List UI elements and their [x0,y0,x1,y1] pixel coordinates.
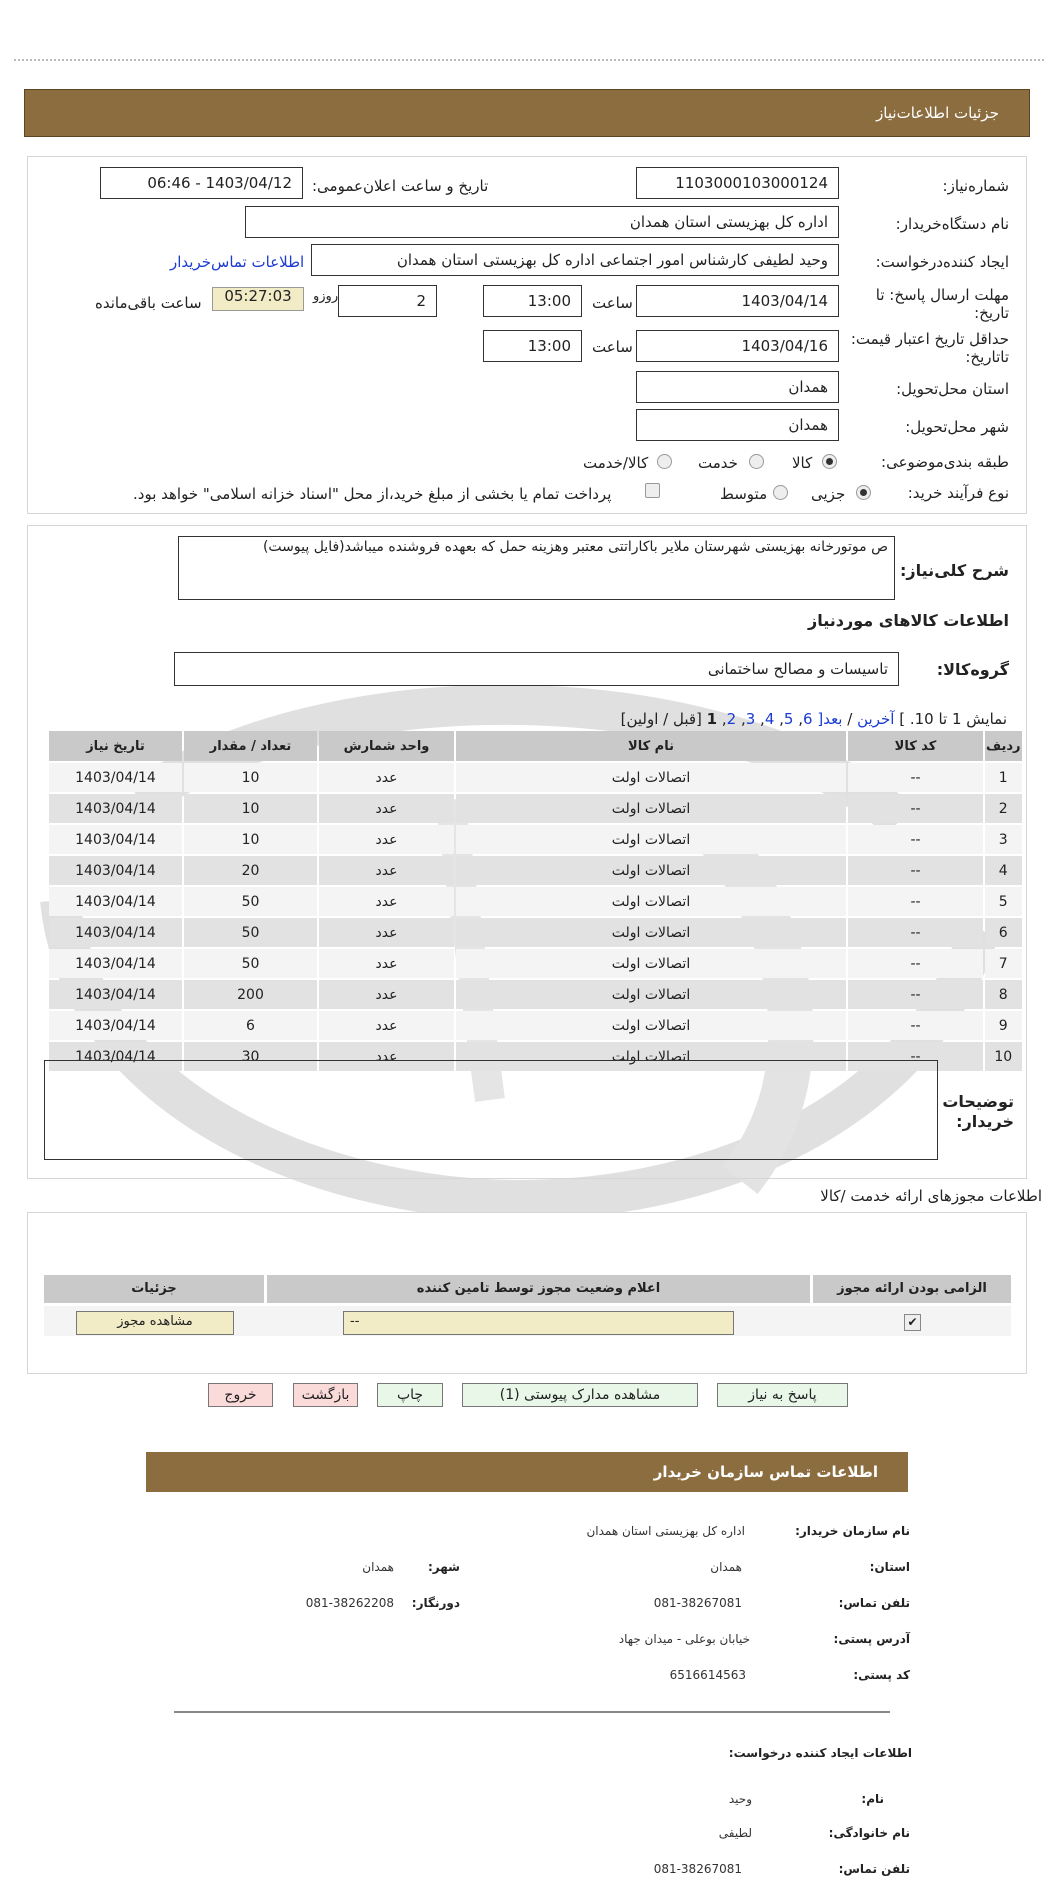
cell-quantity: 20 [184,856,317,885]
validity-time-label: ساعت [592,338,633,356]
cell-item-code: -- [848,918,983,947]
cell-unit: عدد [319,949,454,978]
contact-phone-label: تلفن تماس: [838,1596,910,1610]
announce-field[interactable]: 1403/04/12 - 06:46 [100,167,303,199]
cell-quantity: 10 [184,763,317,792]
contact-divider [174,1711,890,1713]
pagination-suffix: [قبل / اولین] [620,710,702,728]
deadline-label-date: تاریخ: [974,304,1009,322]
cell-need-date: 1403/04/14 [49,887,182,916]
col-unit: واحد شمارش [319,731,454,761]
cell-need-date: 1403/04/14 [49,825,182,854]
goods-group-field[interactable]: تاسیسات و مصالح ساختمانی [174,652,899,686]
contact-city-label: شهر: [428,1560,460,1574]
pagination: نمایش 1 تا 10. ] آخرین / بعد[ 6, 5, 4, 3, 2, 1 [قبل / اولین] [620,710,1007,728]
contact-org-label: نام سازمان خریدار: [795,1524,910,1538]
creator-name-value: وحید [728,1792,752,1806]
contact-postal-label: کد پستی: [853,1668,910,1682]
cell-item-code: -- [848,794,983,823]
validity-date-field[interactable]: 1403/04/16 [636,330,839,362]
contact-fax-value: 081-38262208 [305,1596,394,1610]
cell-unit: عدد [319,825,454,854]
goods-table-header [49,731,1022,761]
process-radio-minor[interactable] [856,485,871,500]
cell-item-name: اتصالات اولت [456,918,846,947]
deadline-time-label: ساعت [592,294,633,312]
goods-table-row [49,763,1022,792]
process-option-medium: متوسط [720,485,768,503]
cell-need-date: 1403/04/14 [49,1042,182,1071]
remaining-label: ساعت باقی‌مانده [95,294,202,312]
pagination-current: 1 [706,710,718,728]
contact-phone-value: 081-38267081 [653,1596,742,1610]
cell-row-no: 1 [985,763,1022,792]
cell-need-date: 1403/04/14 [49,856,182,885]
creator-field[interactable]: وحید لطیفی کارشناس امور اجتماعی اداره کل بهزیستی استان همدان [311,244,839,276]
cell-item-code: -- [848,763,983,792]
cell-item-name: اتصالات اولت [456,763,846,792]
creator-phone-label: تلفن تماس: [838,1862,910,1876]
cell-row-no: 4 [985,856,1022,885]
cell-item-name: اتصالات اولت [456,856,846,885]
goods-table-row [49,949,1022,978]
pagination-prefix: نمایش 1 تا 10. ] [899,710,1007,728]
permit-status-field[interactable]: -- [343,1311,734,1335]
cell-need-date: 1403/04/14 [49,794,182,823]
cell-unit: عدد [319,980,454,1009]
description-label: شرح کلی‌نیاز: [900,561,1009,580]
contact-city-value: همدان [362,1560,394,1574]
goods-table-row [49,856,1022,885]
col-code: کد کالا [848,731,983,761]
cell-unit: عدد [319,763,454,792]
goods-section-title: اطلاعات کالاهای موردنیاز [808,611,1009,630]
contact-org-value: اداره کل بهزیستی استان همدان [586,1524,745,1538]
cell-quantity: 10 [184,794,317,823]
cell-item-name: اتصالات اولت [456,1011,846,1040]
treasury-payment-text: پرداخت تمام یا بخشی از مبلغ خرید،از محل "اسناد خزانه اسلامی" خواهد بود. [133,485,612,503]
process-radio-medium[interactable] [773,485,788,500]
city-field[interactable]: همدان [636,409,839,441]
cell-row-no: 8 [985,980,1022,1009]
contact-postal-value: 6516614563 [669,1668,746,1682]
col-date: تاریخ نیاز [49,731,182,761]
cell-row-no: 3 [985,825,1022,854]
cell-row-no: 7 [985,949,1022,978]
cell-quantity: 50 [184,918,317,947]
cell-row-no: 5 [985,887,1022,916]
top-divider [14,59,1044,61]
validity-label-date: تاتاریخ: [965,348,1009,366]
cell-need-date: 1403/04/14 [49,763,182,792]
description-textarea[interactable]: ص موتورخانه بهزیستی شهرستان ملایر باکاراتتی معتبر وهزینه حمل که بعهده فروشنده میباشد(فایل پیوست) [178,536,895,600]
contact-address-value: خیابان بوعلی - میدان جهاد [618,1632,750,1646]
cell-quantity: 50 [184,887,317,916]
buyer-contact-link[interactable]: اطلاعات تماس‌خریدار [170,253,305,271]
goods-table [47,729,1024,1073]
pagination-sep: / [847,710,853,728]
cell-quantity: 200 [184,980,317,1009]
print-button[interactable]: چاپ [377,1383,443,1407]
goods-table-row [49,918,1022,947]
treasury-payment-checkbox[interactable] [645,483,660,498]
deadline-time-field[interactable]: 13:00 [483,285,582,317]
cell-row-no: 2 [985,794,1022,823]
cell-item-code: -- [848,856,983,885]
cell-unit: عدد [319,918,454,947]
cell-quantity: 30 [184,1042,317,1071]
process-option-minor: جزیی [811,485,846,503]
cell-unit: عدد [319,856,454,885]
cell-item-name: اتصالات اولت [456,949,846,978]
city-label: شهر محل‌تحویل: [905,418,1009,436]
exit-button[interactable]: خروج [208,1383,273,1407]
contact-province-label: استان: [869,1560,910,1574]
contact-address-label: آدرس پستی: [833,1632,910,1646]
contact-province-value: همدان [710,1560,742,1574]
permits-col-details: جزئیات [44,1275,264,1303]
cell-need-date: 1403/04/14 [49,949,182,978]
col-row: ردیف [985,731,1022,761]
contact-fax-label: دورنگار: [411,1596,460,1610]
cell-item-code: -- [848,1042,983,1071]
cell-need-date: 1403/04/14 [49,980,182,1009]
cell-row-no: 10 [985,1042,1022,1071]
pagination-next[interactable]: بعد[ [817,710,843,728]
category-radio-service[interactable] [749,454,764,469]
cell-item-name: اتصالات اولت [456,1042,846,1071]
cell-need-date: 1403/04/14 [49,1011,182,1040]
pagination-page-3[interactable]: 3 [745,710,756,728]
announce-label: تاریخ و ساعت اعلان‌عمومی: [312,177,489,195]
cell-item-code: -- [848,825,983,854]
col-qty: تعداد / مقدار [184,731,317,761]
goods-table-body [49,763,1022,1071]
permits-col-status: اعلام وضعیت مجوز توسط تامین کننده [267,1275,810,1303]
creator-phone-value: 081-38267081 [653,1862,742,1876]
cell-item-name: اتصالات اولت [456,794,846,823]
days-field[interactable]: 2 [338,285,437,317]
category-option-both: کالا/خدمت [583,454,649,472]
contact-header-bar [146,1452,908,1492]
pagination-page-6[interactable]: 6 [803,710,813,728]
cell-quantity: 50 [184,949,317,978]
category-option-service: خدمت [698,454,738,472]
need-no-label: شماره‌نیاز: [942,177,1009,195]
cell-item-name: اتصالات اولت [456,980,846,1009]
cell-item-name: اتصالات اولت [456,825,846,854]
buyer-notes-box[interactable] [44,1060,938,1160]
cell-item-code: -- [848,980,983,1009]
details-header-title: جزئیات اطلاعات‌نیاز [876,104,999,122]
process-label: نوع فرآیند خرید: [907,484,1009,502]
pagination-page-2[interactable]: 2 [726,710,737,728]
permits-col-required: الزامی بودن ارائه مجوز [813,1275,1011,1303]
cell-unit: عدد [319,794,454,823]
category-option-goods: کالا [792,454,813,472]
deadline-label: مهلت ارسال پاسخ: تا [875,286,1009,304]
goods-table-row [49,1011,1022,1040]
buyer-notes-label: توضیحات خریدار: [942,1092,1014,1131]
view-permit-button[interactable]: مشاهده مجوز [76,1311,234,1335]
back-button[interactable]: بازگشت [293,1383,358,1407]
contact-header-title: اطلاعات تماس سازمان خریدار [653,1463,878,1481]
creator-family-label: نام خانوادگی: [828,1826,910,1840]
validity-label: حداقل تاریخ اعتبار قیمت: [850,330,1009,348]
col-name: نام کالا [456,731,846,761]
cell-quantity: 10 [184,825,317,854]
attachments-button[interactable]: مشاهده مدارک پیوستی (1) [462,1383,698,1407]
permit-required-checkbox[interactable]: ✔ [904,1314,921,1331]
category-radio-both[interactable] [657,454,672,469]
cell-unit: عدد [319,887,454,916]
goods-table-row [49,887,1022,916]
pagination-page-5[interactable]: 5 [783,710,794,728]
category-label: طبقه بندی‌موضوعی: [881,453,1009,471]
pagination-last[interactable]: آخرین [857,710,895,728]
permits-table [41,1275,1011,1342]
deadline-date-field[interactable]: 1403/04/14 [636,285,839,317]
province-field[interactable]: همدان [636,371,839,403]
cell-quantity: 6 [184,1011,317,1040]
need-no-field[interactable]: 1103000103000124 [636,167,839,199]
cell-item-code: -- [848,887,983,916]
days-label: روزو [313,289,339,304]
cell-item-code: -- [848,1011,983,1040]
buyer-label: نام دستگاه‌خریدار: [895,215,1009,233]
province-label: استان محل‌تحویل: [896,380,1009,398]
cell-item-name: اتصالات اولت [456,887,846,916]
validity-time-field[interactable]: 13:00 [483,330,582,362]
buyer-field[interactable]: اداره کل بهزیستی استان همدان [245,206,839,238]
creator-name-label: نام: [861,1792,884,1806]
remaining-countdown: 05:27:03 [212,287,304,311]
goods-table-row [49,794,1022,823]
permits-title: اطلاعات مجوزهای ارائه خدمت /کالا [820,1187,1042,1205]
goods-table-row [49,825,1022,854]
creator-label: ایجاد کننده‌درخواست: [875,253,1009,271]
reply-button[interactable]: پاسخ به نیاز [717,1383,848,1407]
cell-item-code: -- [848,949,983,978]
cell-unit: عدد [319,1042,454,1071]
goods-table-wrap [47,729,1024,1073]
creator-info-title: اطلاعات ایجاد کننده درخواست: [728,1746,912,1760]
cell-need-date: 1403/04/14 [49,918,182,947]
pagination-page-4[interactable]: 4 [764,710,775,728]
goods-table-row [49,980,1022,1009]
cell-row-no: 6 [985,918,1022,947]
cell-row-no: 9 [985,1011,1022,1040]
creator-family-value: لطیفی [718,1826,752,1840]
goods-group-label: گروه‌کالا: [936,660,1009,679]
details-header-bar [24,89,1030,137]
cell-unit: عدد [319,1011,454,1040]
category-radio-goods[interactable] [822,454,837,469]
